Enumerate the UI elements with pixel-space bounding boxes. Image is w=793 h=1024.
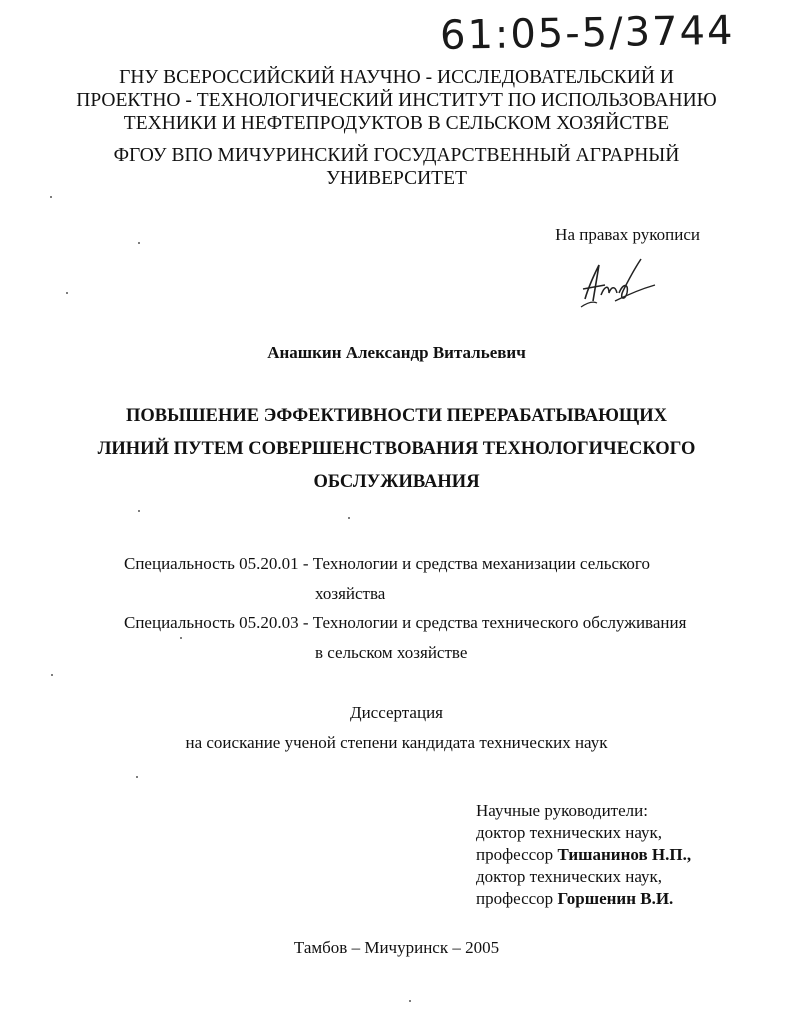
scan-speck xyxy=(50,196,52,198)
advisor-1 xyxy=(476,844,691,866)
institution-name xyxy=(0,66,793,135)
institution-line-3: ТЕХНИКИ И НЕФТЕПРОДУКТОВ В СЕЛЬСКОМ ХОЗЯЙСТВЕ xyxy=(123,113,670,134)
scan-speck xyxy=(66,292,68,294)
title-line-2: ЛИНИЙ ПУТЕМ СОВЕРШЕНСТВОВАНИЯ ТЕХНОЛОГИЧЕСКОГО xyxy=(97,439,696,459)
advisor-1-title: профессор xyxy=(476,845,554,864)
title-line-1: ПОВЫШЕНИЕ ЭФФЕКТИВНОСТИ ПЕРЕРАБАТЫВАЮЩИХ xyxy=(126,406,667,426)
dissertation-title xyxy=(0,400,793,499)
scan-speck xyxy=(136,776,138,778)
title-line-3: ОБСЛУЖИВАНИЯ xyxy=(313,472,480,492)
specialty-2-continuation: в сельском хозяйстве xyxy=(315,643,468,662)
specialty-1-continuation: хозяйства xyxy=(315,584,386,603)
institution-line-2: ПРОЕКТНО - ТЕХНОЛОГИЧЕСКИЙ ИНСТИТУТ ПО ИСПОЛЬЗОВАНИЮ xyxy=(76,90,717,111)
author-name: Анашкин Александр Витальевич xyxy=(267,343,526,362)
university-line-2: УНИВЕРСИТЕТ xyxy=(326,168,467,189)
advisor-2-name: Горшенин В.И. xyxy=(557,889,674,908)
dissertation-purpose: на соискание ученой степени кандидата технических наук xyxy=(185,733,608,752)
university-name xyxy=(0,144,793,190)
scan-speck xyxy=(138,510,140,512)
archive-code-handwritten: 61:05-5/3744 xyxy=(439,7,735,59)
scan-speck xyxy=(180,637,182,639)
scan-speck xyxy=(138,242,140,244)
scientific-advisors xyxy=(476,800,691,910)
institution-line-1: ГНУ ВСЕРОССИЙСКИЙ НАУЧНО - ИССЛЕДОВАТЕЛЬСКИЙ И xyxy=(119,67,674,88)
rights-note: На правах рукописи xyxy=(555,225,700,244)
scan-speck xyxy=(348,517,350,519)
university-line-1: ФГОУ ВПО МИЧУРИНСКИЙ ГОСУДАРСТВЕННЫЙ АГРАРНЫЙ xyxy=(113,145,680,166)
scan-speck xyxy=(409,1000,411,1002)
author-signature xyxy=(575,255,665,311)
specialty-1-label: Специальность 05.20.01 - Технологии и средства механизации сельского xyxy=(124,554,650,573)
scan-speck xyxy=(51,674,53,676)
advisors-heading: Научные руководители: xyxy=(476,801,648,820)
dissertation-type: Диссертация xyxy=(349,703,443,722)
advisor-2-title: профессор xyxy=(476,889,554,908)
advisor-1-degree: доктор технических наук, xyxy=(476,823,663,842)
advisor-1-name: Тишанинов Н.П., xyxy=(557,845,692,864)
advisor-2 xyxy=(476,888,691,910)
advisor-2-degree: доктор технических наук, xyxy=(476,867,663,886)
place-and-year: Тамбов – Мичуринск – 2005 xyxy=(293,938,500,957)
specialty-2-label: Специальность 05.20.03 - Технологии и средства технического обслуживания xyxy=(124,613,687,632)
